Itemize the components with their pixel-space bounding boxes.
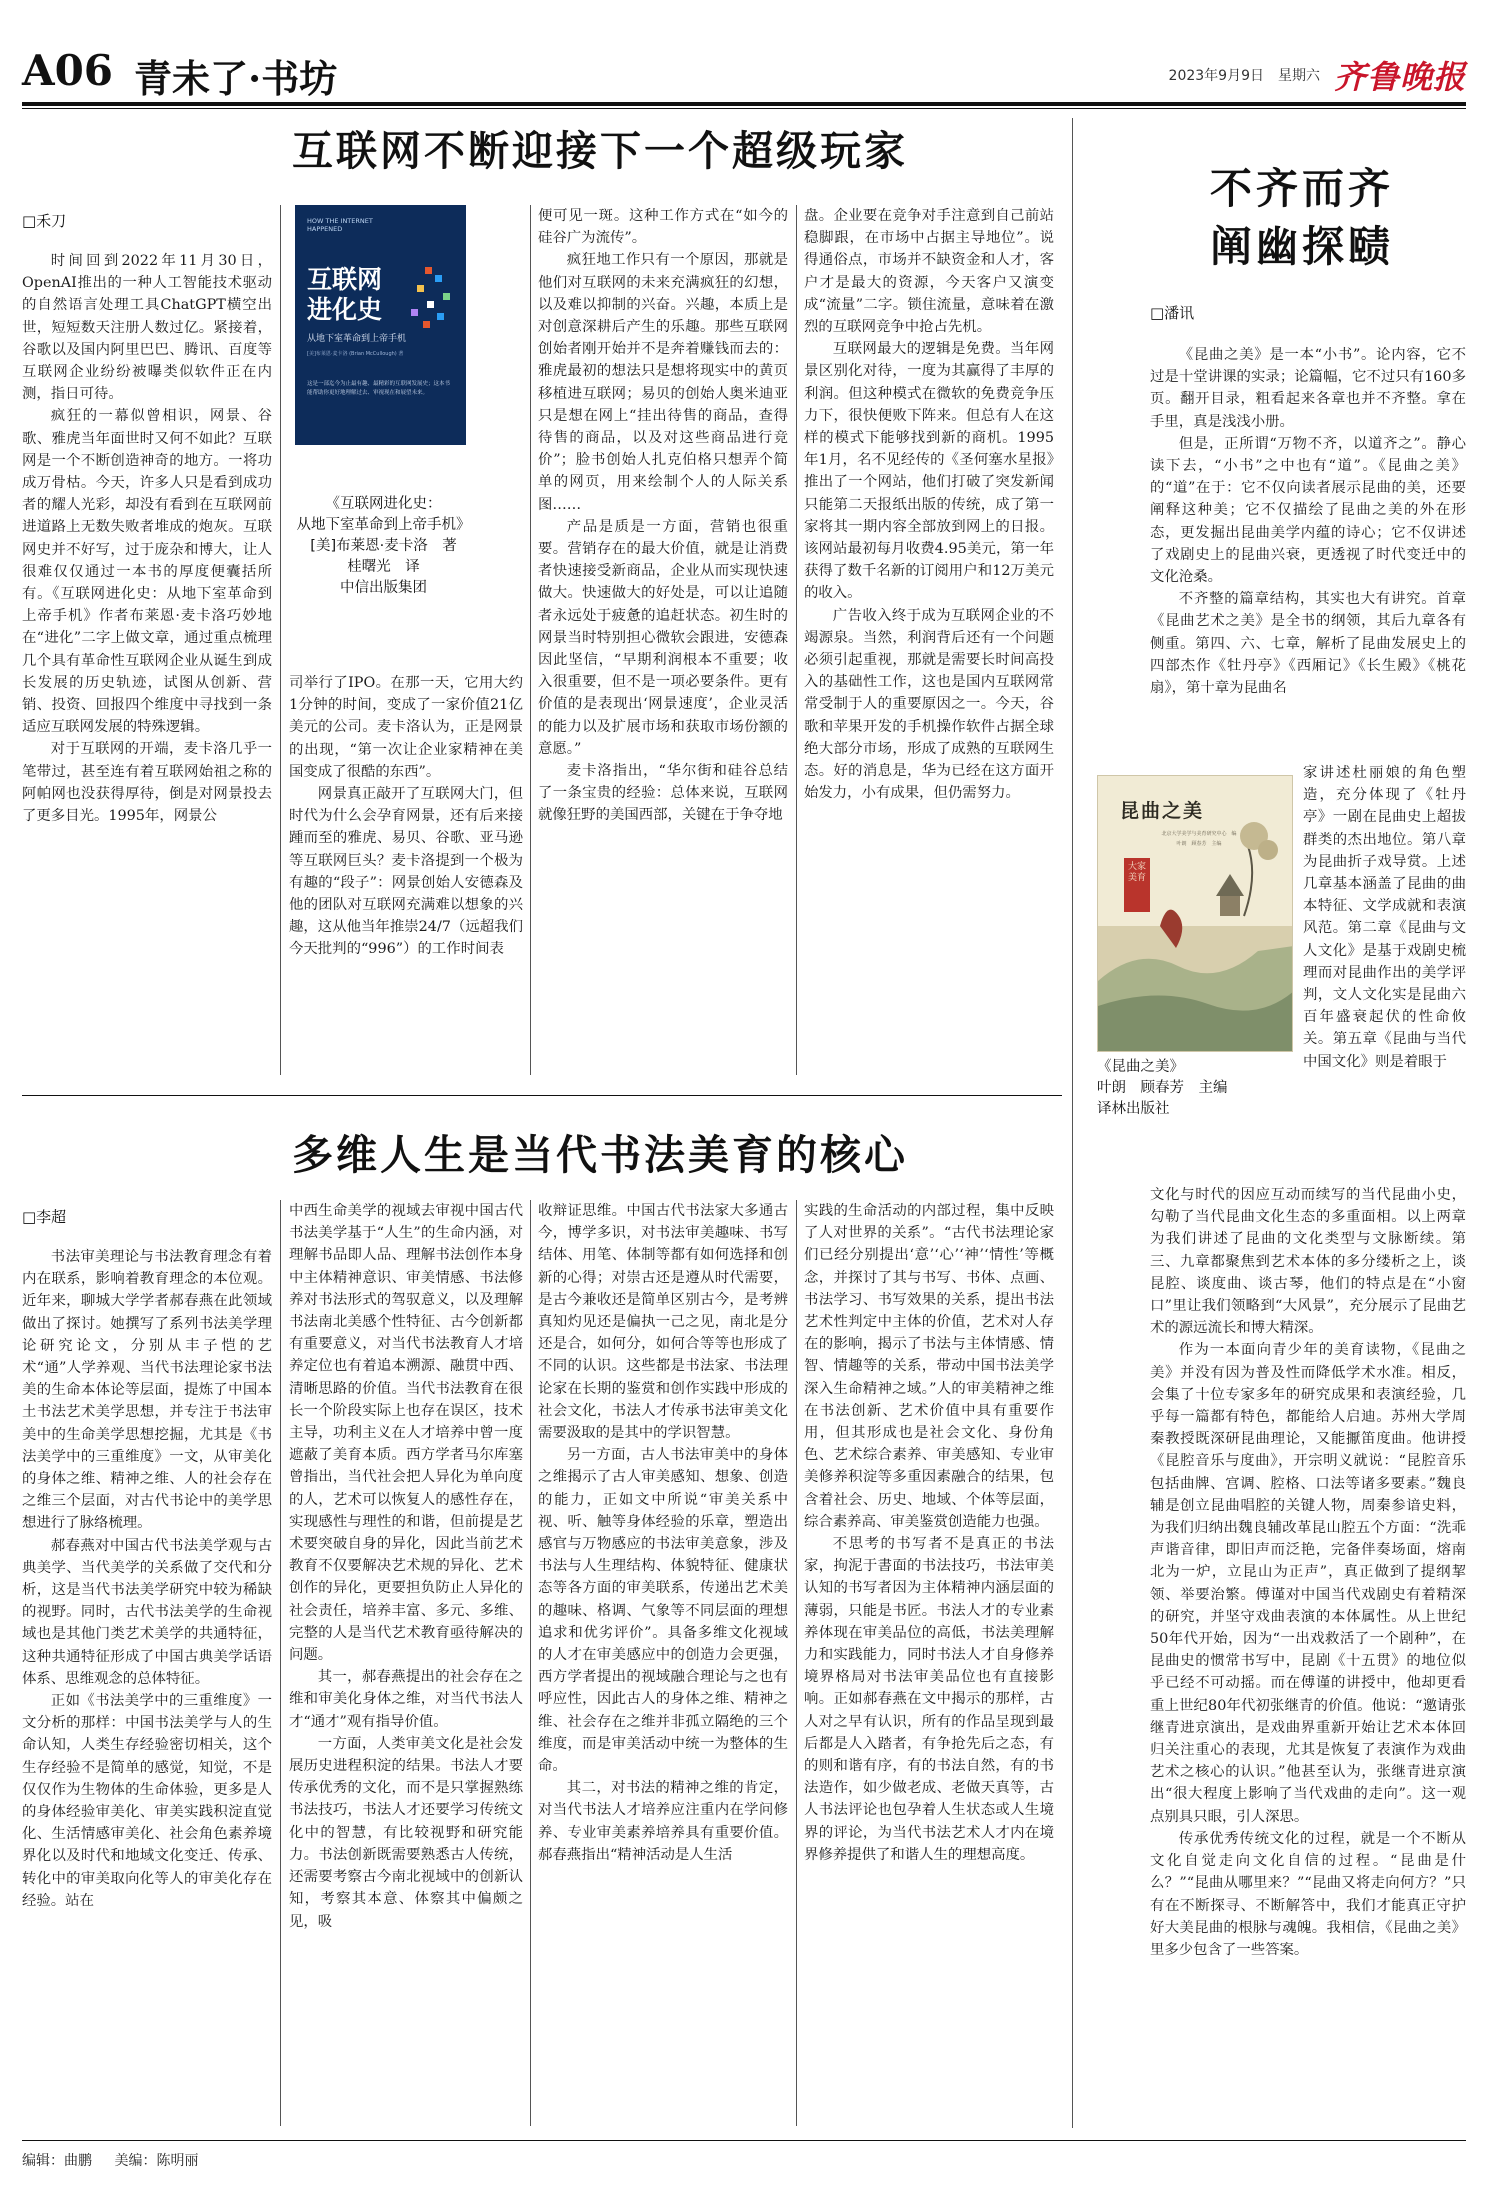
cover-subtitle: 从地下室革命到上帝手机 (307, 334, 407, 344)
page-number: A06 (22, 46, 114, 95)
column-divider (280, 1200, 281, 2126)
cover-pixel (425, 267, 432, 274)
paragraph: 广告收入终于成为互联网企业的不竭源泉。当然，利润背后还有一个问题必须引起重视，那就是需要长时间高投入的基础性工作，这也是国内互联网常常受制于人的重要原因之一。今天，谷歌和苹果开发的手机操作软件占据全球绝大部分市场，形成了成熟的互联网生态。好的消息是，华为已经在这方面开始发力，小有成果，但仍需努力。 (804, 607, 1054, 802)
cover-series-tag: 大家美育 (1124, 858, 1150, 912)
section-divider (1072, 118, 1073, 2128)
paragraph: 麦卡洛指出，“华尔街和硅谷总结了一条宝贵的经验：总体来说，互联网就像狂野的美国西部，关键在于争夺地 (538, 763, 788, 824)
cover-pixel (417, 285, 424, 292)
column-divider (530, 1200, 531, 2126)
article2-byline: □潘讯 (1150, 304, 1195, 322)
paragraph: 便可见一斑。这种工作方式在“如今的硅谷广为流传”。 (538, 208, 788, 247)
paragraph: 一方面，人类审美文化是社会发展历史进程积淀的结果。书法人才要传承优秀的文化，而不是只掌握熟练书法技巧，书法人才还要学习传统文化中的智慧，有比较视野和研究能力。书法创新既需要熟悉古人传统，还需要考察古今南北视域中的创新认知，考察其本意、体察其中偏颇之见，吸 (289, 1735, 523, 1930)
paragraph: 不思考的书写者不是真正的书法家，拘泥于書面的书法技巧，书法审美认知的书写者因为主体精神内涵层面的薄弱，只能是书匠。书法人才的专业素养体现在审美品位的高低，书法美理解力和实践能力，同时书法人才自身修养境界格局对书法审美品位也有直接影响。正如郝春燕在文中揭示的那样，古人对之早有认识，所有的作品呈现到最后都是人入踏者，有争抢先后之态，有的则和谐有序，有的书法自然，有的书法造作，如少做老成、老做天真等，古人书法评论也包孕着人生状态或人生境界的评论，为当代书法艺术人才内在境界修养提供了和谐人生的理想高度。 (804, 1536, 1054, 1863)
cover-pixel (411, 309, 418, 316)
caption-line: 桂曙光 译 (347, 559, 420, 575)
article2-column-top (1150, 344, 1466, 764)
book-cover-internet (295, 205, 466, 445)
article3-byline: □李超 (22, 1208, 67, 1226)
designer-credit: 美编：陈明丽 (114, 2153, 199, 2169)
paragraph: 但是，正所谓“万物不齐，以道齐之”。静心读下去，“小书”之中也有“道”。《昆曲之美》的“道”在于：它不仅向读者展示昆曲的美，还要阐释这种美；它不仅描绘了昆曲之美的外在形态，更发掘出昆曲美学内蕴的诗心；它不仅讲述了戏剧史上的昆曲兴衰，更透视了时代变迁中的文化沧桑。 (1150, 435, 1466, 586)
book-cover-kunqu (1097, 775, 1293, 1052)
cover-title (307, 265, 417, 325)
article2-column-mid (1303, 762, 1466, 1182)
caption-line: [美]布莱恩·麦卡洛 著 (310, 538, 457, 554)
paragraph: 郝春燕对中国古代书法美学观与古典美学、当代美学的关系做了交代和分析，这是当代书法美学研究中较为稀缺的视野。同时，古代书法美学的生命视域也是其他门类艺术美学的共通特征，这种共通特征形成了中国古典美学话语体系、思维观念的总体特征。 (22, 1537, 272, 1687)
article1-column-4 (804, 205, 1054, 1075)
article3-column-4 (804, 1200, 1054, 2126)
cover-title: 昆曲之美 (1120, 800, 1205, 822)
caption-line: 叶朗 顾春芳 主编 (1097, 1080, 1228, 1096)
book-caption-internet (296, 494, 471, 599)
cover-blurb: 这是一部迄今为止最有趣、最精彩的互联网发展史；这本书能帮助你更好地理解过去、审视现在和展望未来。 (307, 381, 451, 396)
cover-editors: 叶朗 顾春芳 主编 (1176, 841, 1222, 847)
article3-column-1 (22, 1246, 272, 2126)
cover-title-line: 进化史 (307, 295, 383, 324)
paragraph: 网景真正敲开了互联网大门，但时代为什么会孕育网景，还有后来接踵而至的雅虎、易贝、谷歌、亚马逊等互联网巨头？麦卡洛提到一个极为有趣的“段子”：网景创始人安德森及他的团队对互联网充满难以想象的兴趣，这从他当年推崇24/7（远超我们今天批判的“996”）的工作时间表 (289, 786, 523, 958)
masthead-rule-thin (22, 108, 1466, 109)
article2-column-bottom (1150, 1184, 1466, 2126)
article3-headline: 多维人生是当代书法美育的核心 (292, 1131, 908, 1179)
paragraph: 家讲述杜丽娘的角色塑造，充分体现了《牡丹亭》一剧在昆曲史上超拔群类的杰出地位。第八章为昆曲折子戏导赏。上述几章基本涵盖了昆曲的曲本特征、文学成就和表演风范。第二章《昆曲与文人文化》是基于戏剧史梳理而对昆曲作出的美学评判，文人文化实是昆曲六百年盛衰起伏的性命攸关。第五章《昆曲与当代中国文化》则是着眼于 (1303, 765, 1466, 1070)
article-separator (22, 1095, 1062, 1096)
cover-editor-note: 北京大学美学与美育研究中心 编 (1161, 831, 1237, 837)
paragraph: 《昆曲之美》是一本“小书”。论内容，它不过是十堂讲课的实录；论篇幅，它不过只有160多页。翻开目录，粗看起来各章也并不齐整。拿在手里，真是浅浅小册。 (1150, 347, 1466, 430)
article1-byline: □禾刀 (22, 212, 67, 230)
paragraph: 文化与时代的因应互动而续写的当代昆曲小史，勾勒了当代昆曲文化生态的多重面相。以上两章为我们讲述了昆曲的文化类型与文脉断续。第三、九章都聚焦到艺术本体的多分缕析之上，谈昆腔、谈度曲、谈古琴，他们的特点是在“小窗口”里让我们领略到“大风景”，充分展示了昆曲艺术的源远流长和博大精深。 (1150, 1187, 1466, 1337)
cover-english-title: HOW THE INTERNET HAPPENED (307, 217, 373, 233)
article1-headline: 互联网不断迎接下一个超级玩家 (292, 127, 908, 175)
paragraph: 不齐整的篇章结构，其实也大有讲究。首章《昆曲艺术之美》是全书的纲领，其后九章各有侧重。第四、六、七章，解析了昆曲发展史上的四部杰作《牡丹亭》《西厢记》《长生殿》《桃花扇》，第十章为昆曲名 (1150, 591, 1466, 697)
article1-column-2 (289, 672, 523, 1074)
paragraph: 正如《书法美学中的三重维度》一文分析的那样：中国书法美学与人的生命认知，人类生存经验密切相关，这个生存经验不是简单的感觉，知觉，不是仅仅作为生物体的生命体验，更多是人的身体经验审美化、审美实践积淀直觉化、生活情感审美化、社会角色素养境界化以及时代和地域文化变迁、传承、转化中的审美取向化等人的审美化存在经验。站在 (22, 1693, 272, 1909)
paragraph: 其二，对书法的精神之维的肯定，对当代书法人才培养应注重内在学问修养、专业审美素养培养具有重要价值。郝春燕指出“精神活动是人生活 (538, 1780, 788, 1863)
paragraph: 另一方面，古人书法审美中的身体之维揭示了古人审美感知、想象、创造的能力，正如文中所说“审美关系中视、听、触等身体经验的乐章，塑造出感官与万物感应的书法审美意象，涉及书法与人生理结构、体貌特征、健康状态等各方面的审美联系，传递出艺术美的趣味、格调、气象等不同层面的理想追求和优劣评价”。具备多维文化视域的人才在审美感应中的创造力会更强，西方学者提出的视域融合理论与之也有呼应性，因此古人的身体之维、精神之维、社会存在之维并非孤立隔绝的三个维度，而是审美活动中统一为整体的生命。 (538, 1447, 788, 1775)
issue-date: 2023年9月9日 (1168, 68, 1264, 84)
article1-column-3 (538, 205, 788, 1075)
paragraph: 疯狂地工作只有一个原因，那就是他们对互联网的未来充满疯狂的幻想，以及难以抑制的兴奋。兴趣，本质上是对创意深耕后产生的乐趣。那些互联网创始者刚开始并不是奔着赚钱而去的：雅虎最初的想法只是想将现实中的黄页移植进互联网；易贝的创始人奥米迪亚只是想在网上“挂出待售的商品，查得待售的商品，以及对这些商品进行竞价”；脸书创始人扎克伯格只想弄个简单的网页，用来绘制个人的人际关系图…… (538, 252, 788, 513)
cover-title-line: 互联网 (307, 265, 383, 294)
column-divider (796, 1200, 797, 2126)
page-footer (22, 2150, 198, 2170)
paragraph: 盘。企业要在竞争对手注意到自己前站稳脚跟，在市场中占据主导地位”。说得通俗点，市场并不缺资金和人才，客户才是最大的资源，今天客户又演变成“流量”二字。锁住流量，意味着在激烈的互联网竞争中抢占先机。 (804, 208, 1054, 336)
paragraph: 疯狂的一幕似曾相识，网景、谷歌、雅虎当年面世时又何不如此？互联网是一个不断创造神奇的地方。一将功成万骨枯。今天，许多人只是看到成功者的耀人光彩，却没有看到在互联网前进道路上无数失败者堆成的炮灰。互联网史并不好写，过于庞杂和博大，让人很难仅仅通过一本书的厚度便囊括所有。《互联网进化史：从地下室革命到上帝手机》作者布莱恩·麦卡洛巧妙地在“进化”二字上做文章，通过重点梳理几个具有革命性互联网企业从诞生到成长发展的历史轨迹，试图从创新、营销、投资、回报四个维度中寻找到一条适应互联网发展的特殊逻辑。 (22, 408, 272, 736)
cover-pixel (423, 321, 430, 328)
paragraph: 作为一本面向青少年的美育读物，《昆曲之美》并没有因为普及性而降低学术水准。相反，会集了十位专家多年的研究成果和表演经验，几乎每一篇都有特色，都能给人启迪。苏州大学周秦教授既深研昆曲理论，又能擫笛度曲。他讲授《昆腔音乐与度曲》，开宗明义就说：“昆腔音乐包括曲牌、宫调、腔格、口法等诸多要素。”魏良辅是创立昆曲唱腔的关键人物，周秦参谙史料，为我们归纳出魏良辅改革昆山腔五个方面：“洗乖声谐音律，即旧声而泛艳，完备伴奏场面，熔南北为一炉，立昆山为正声”，真正做到了提纲挈领、举要治繁。傅谨对中国当代戏剧史有着精深的研究，并坚守戏曲表演的本体属性。从上世纪50年代开始，因为“一出戏救活了一个剧种”，在昆曲史的惯常书写中，昆剧《十五贯》的地位似乎已经不可动摇。而在傅谨的讲授中，他却更看重上世纪80年代初张继青的价值。他说：“邀请张继青进京演出，是戏曲界重新开始让艺术本体回归关注重心的表现，尤其是恢复了表演作为戏曲艺术之核心的认识。”他甚至认为，张继青进京演出“很大程度上影响了当代戏曲的走向”。这一观点别具只眼，引人深思。 (1150, 1342, 1466, 1825)
masthead (22, 42, 1466, 101)
article3-column-2 (289, 1200, 523, 2126)
paragraph: 中西生命美学的视域去审视中国古代书法美学基于“人生”的生命内涵，对理解书品即人品、理解书法创作本身中主体精神意识、审美情感、书法修养对书法形式的驾驭意义，以及理解书法南北美感个性特征、古今创新都有重要意义，对当代书法教育人才培养定位也有着追本溯源、融贯中西、清晰思路的价值。当代书法教育在很长一个阶段实际上也存在误区，技术主导，功利主义在人才培养中曾一度遮蔽了美育本质。西方学者马尔库塞曾指出，当代社会把人异化为单向度的人，艺术可以恢复人的感性存在，实现感性与理性的和谐，但前提是艺术要突破自身的异化，因此当前艺术教育不仅要解决艺术规的异化、艺术创作的异化，更要担负防止人异化的社会责任，培养丰富、多元、多维、完整的人是当代艺术教育亟待解决的问题。 (289, 1203, 523, 1664)
caption-line: 《互联网进化史： (325, 496, 442, 512)
paragraph: 实践的生命活动的内部过程，集中反映了人对世界的关系”。“古代书法理论家们已经分别提出‘意’‘心’‘神’‘情性’等概念，并探讨了其与书写、书体、点画、书法学习、书写效果的关系，提出书法艺术性判定中主体的价值，艺术对人存在的影响，揭示了书法与主体情感、情智、情趣等的关系，带动中国书法美学深入生命精神之域。”人的审美精神之维在书法创新、艺术价值中具有重要作用，但其形成也是社会文化、身份角色、艺术综合素养、审美感知、专业审美修养积淀等多重因素融合的结果，包含着社会、历史、地域、个体等层面，综合素养高、审美鉴赏创造能力也强。 (804, 1203, 1054, 1530)
paragraph: 时间回到2022年11月30日，OpenAI推出的一种人工智能技术驱动的自然语言处理工具ChatGPT横空出世，短短数天注册人数过亿。紧接着，谷歌以及国内阿里巴巴、腾讯、百度等互联网企业纷纷被曝类似软件正在内测，指日可待。 (22, 253, 272, 403)
masthead-right (1169, 52, 1466, 98)
paragraph: 其一，郝春燕提出的社会存在之维和审美化身体之维，对当代书法人才“通才”观有指导价值。 (289, 1669, 523, 1730)
article2-headline (1210, 160, 1394, 276)
paragraph: 收辩证思维。中国古代书法家大多通古今，博学多识，对书法审美趣味、书写结体、用笔、体制等都有如何选择和创新的心得；对崇古还是遵从时代需要，是古今兼收还是简单区别古今，是考辨真知灼见还是偏执一己之见，南北是分还是合，如何分，如何合等等也形成了不同的认识。这些都是书法家、书法理论家在长期的鉴赏和创作实践中形成的社会文化，书法人才传承书法审美文化需要汲取的是其中的学识智慧。 (538, 1203, 788, 1442)
masthead-rule (22, 102, 1466, 106)
footer-rule (22, 2140, 1466, 2141)
cover-author: [美]布莱恩·麦卡洛 (Brian McCullough) 著 (307, 351, 404, 357)
cover-pixel (427, 301, 434, 308)
article1-column-1 (22, 250, 272, 1074)
caption-line: 《昆曲之美》 (1097, 1059, 1184, 1075)
paragraph: 互联网最大的逻辑是免费。当年网景区别化对待，一度为其赢得了丰厚的利润。但这种模式在微软的免费竞争压力下，很快便败下阵来。但总有人在这样的模式下能够找到新的商机。1995年1月，名不见经传的《圣何塞水星报》推出了一个网站，他们打破了突发新闻只能第二天报纸出版的传统，成了第一家将其一期内容全部放到网上的日报。该网站最初每月收费4.95美元，第一年获得了数千名新的订阅用户和12万美元的收入。 (804, 341, 1054, 602)
paragraph: 书法审美理论与书法教育理念有着内在联系，影响着教育理念的本位观。近年来，聊城大学学者郝春燕在此领域做出了探讨。她撰写了系列书法美学理论研究论文，分别从丰子恺的艺术“通”人学养观、当代书法理论家书法美的生命本体论等层面，提炼了中国本土书法艺术美学思想，并专注于书法审美中的生命美学思想挖掘，尤其是《书法美学中的三重维度》一文，从审美化的身体之维、精神之维、人的社会存在之维三个层面，对古代书论中的美学思想进行了脉络梳理。 (22, 1249, 272, 1532)
issue-weekday: 星期六 (1277, 68, 1320, 84)
book-caption-kunqu (1097, 1057, 1247, 1120)
article3-column-3 (538, 1200, 788, 2126)
paragraph: 传承优秀传统文化的过程，就是一个不断从文化自觉走向文化自信的过程。“昆曲是什么？”“昆曲从哪里来？”“昆曲又将走向何方？”只有在不断探寻、不断解答中，我们才能真正守护好大美昆曲的根脉与魂魄。我相信，《昆曲之美》里多少包含了一些答案。 (1150, 1830, 1466, 1958)
headline-line: 阐幽探赜 (1210, 222, 1395, 271)
paragraph: 对于互联网的开端，麦卡洛几乎一笔带过，甚至连有着互联网始祖之称的阿帕网也没获得厚待，倒是对网景投去了更多目光。1995年，网景公 (22, 741, 272, 825)
newspaper-logo: 齐鲁晚报 (1333, 58, 1466, 96)
paragraph: 产品是质是一方面，营销也很重要。营销存在的最大价值，就是让消费者快速接受新商品，企业从而实现快速做大。快速做大的好处是，可以让追随者永远处于疲惫的追赶状态。初生时的网景当时特别担心微软会跟进，安德森因此坚信，“早期利润根本不重要；收入很重要，但不是一项必要条件。更有价值的是表现出‘网景速度’，企业灵活的能力以及扩展市场和获取市场份额的意愿。” (538, 518, 788, 757)
caption-line: 中信出版集团 (340, 580, 427, 596)
section-title: 青未了·书坊 (134, 56, 338, 101)
cover-pixel (435, 275, 442, 282)
headline-line: 不齐而齐 (1210, 164, 1395, 213)
paragraph: 司举行了IPO。在那一天，它用大约1分钟的时间，变成了一家价值21亿美元的公司。麦卡洛认为，正是网景的出现，“第一次让企业家精神在美国变成了很酷的东西”。 (289, 675, 523, 780)
editor-credit: 编辑：曲鹏 (22, 2153, 92, 2169)
cover-pixel (443, 293, 450, 300)
caption-line: 从地下室革命到上帝手机》 (296, 517, 471, 533)
column-divider (280, 205, 281, 1075)
cover-pixel (437, 313, 444, 320)
column-divider (530, 205, 531, 1075)
caption-line: 译林出版社 (1097, 1101, 1170, 1117)
column-divider (796, 205, 797, 1075)
